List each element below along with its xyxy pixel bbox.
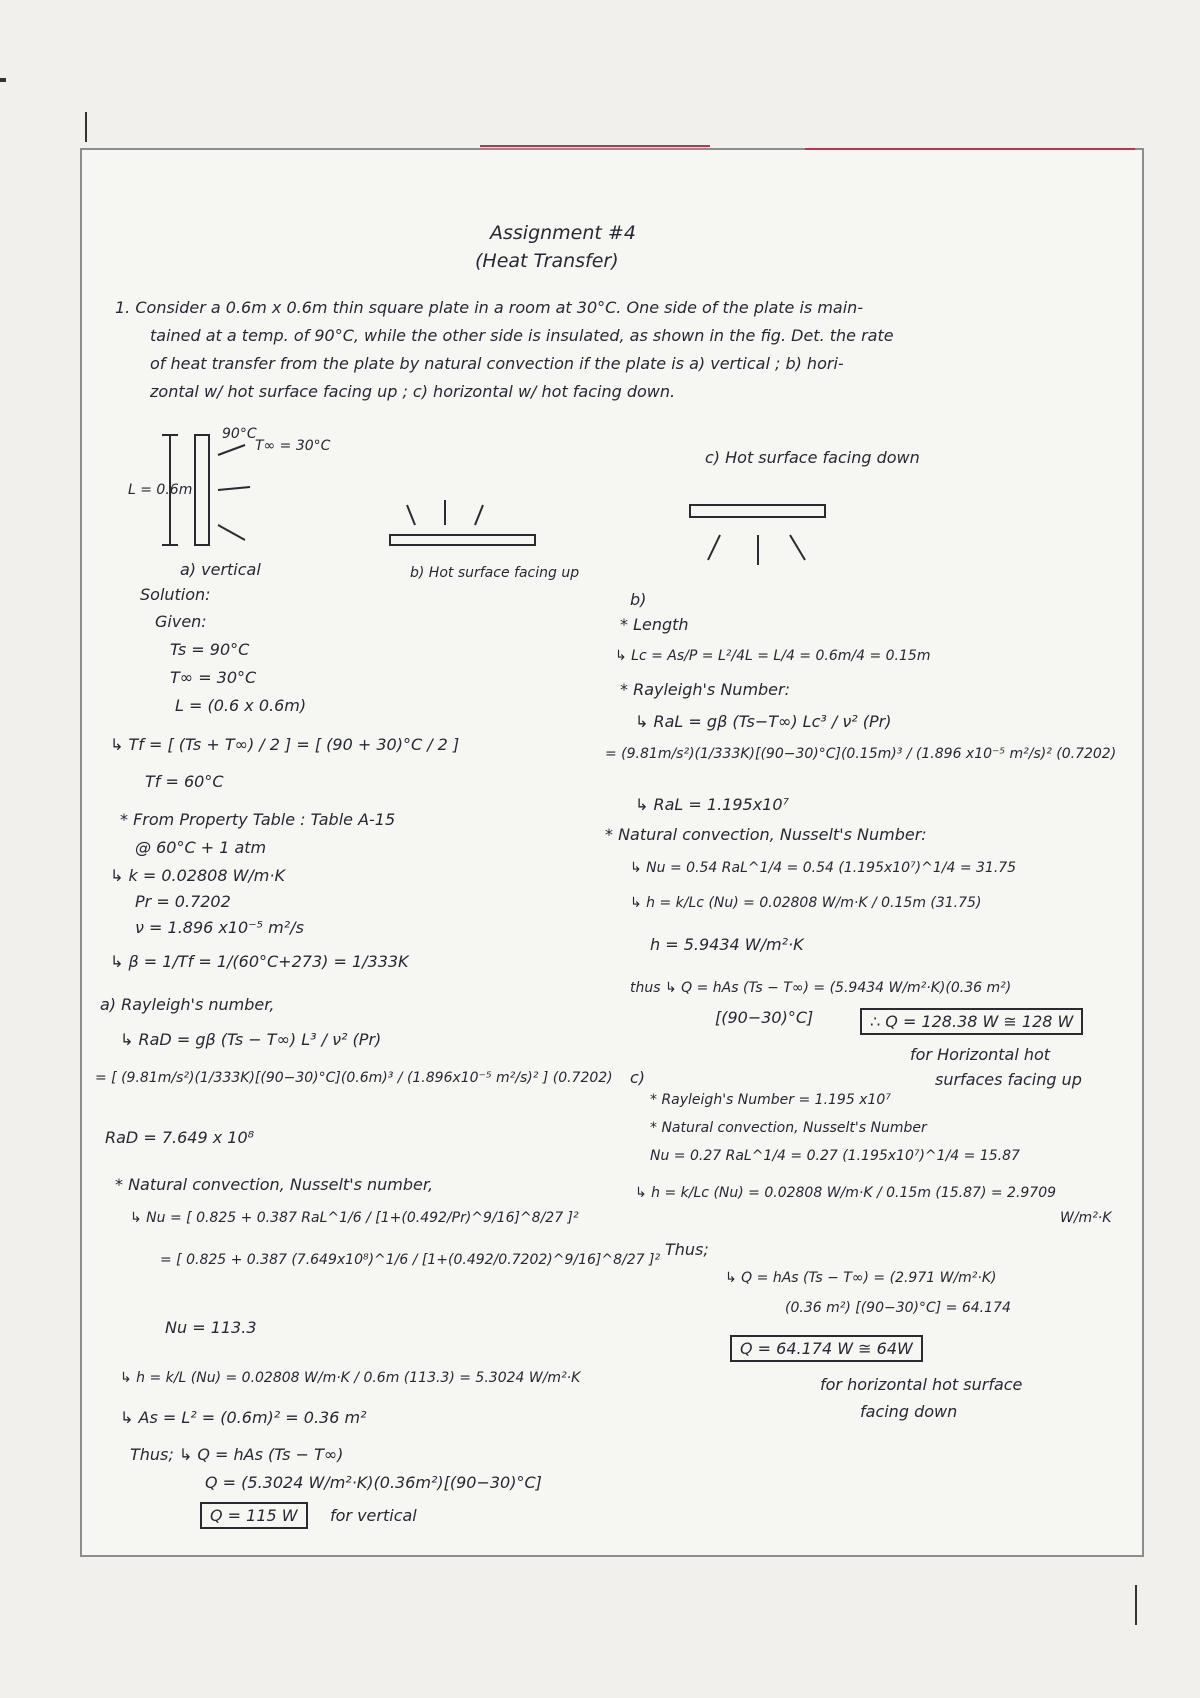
rayleigh-b-eq: ↳ RaL = gβ (Ts−T∞) Lc³ / ν² (Pr) [635,712,892,731]
margin-tick-2 [85,112,87,142]
given-length: L = (0.6 x 0.6m) [175,696,307,715]
q-c-note-2: facing down [860,1402,958,1421]
fig-b-caption: b) Hot surface facing up [410,565,580,581]
fig-c-caption: c) Hot surface facing down [705,448,920,467]
q-a-note: for vertical [330,1506,417,1525]
nusselt-c-heading: * Natural convection, Nusselt's Number [650,1120,927,1136]
nusselt-b-eq: ↳ Nu = 0.54 RaL^1/4 = 0.54 (1.195x10⁷)^1/4 = 31.75 [630,860,1017,876]
given-tinf: T∞ = 30°C [170,668,257,687]
part-a-heading: a) Rayleigh's number, [100,995,275,1014]
q-c-note-1: for horizontal hot surface [820,1375,1023,1394]
rayleigh-b-result: ↳ RaL = 1.195x10⁷ [635,795,789,814]
q-c-answer: Q = 64.174 W ≅ 64W [730,1335,923,1362]
given-heading: Given: [155,612,207,631]
rayleigh-a-eq: ↳ RaD = gβ (Ts − T∞) L³ / ν² (Pr) [120,1030,382,1049]
rayleigh-b-heading: * Rayleigh's Number: [620,680,790,699]
red-rule-left [480,145,710,147]
beta-eq: ↳ β = 1/Tf = 1/(60°C+273) = 1/333K [110,952,409,971]
q-b-note-2: surfaces facing up [935,1070,1082,1089]
q-b-answer: ∴ Q = 128.38 W ≅ 128 W [860,1008,1083,1035]
q-c-sub: (0.36 m²) [(90−30)°C] = 64.174 [785,1300,1011,1316]
problem-line-1: 1. Consider a 0.6m x 0.6m thin square plate in a room at 30°C. One side of the plate is main- [115,298,864,317]
rayleigh-c: * Rayleigh's Number = 1.195 x10⁷ [650,1092,891,1108]
rayleigh-a-sub: = [ (9.81m/s²)(1/333K)[(90−30)°C](0.6m)³ / (1.896x10⁻⁵ m²/s)² ] (0.7202) [95,1070,613,1086]
nusselt-a-sub: = [ 0.825 + 0.387 (7.649x10⁸)^1/6 / [1+(0.492/0.7202)^9/16]^8/27 ]² [160,1252,661,1268]
fig-a-surface-temp: 90°C [222,426,257,442]
property-table: * From Property Table : Table A-15 [120,810,396,829]
prop-pr: Pr = 0.7202 [135,892,231,911]
problem-line-2: tained at a temp. of 90°C, while the other side is insulated, as shown in the fig. Det. the rate [150,326,894,345]
h-b-result: h = 5.9434 W/m²·K [650,935,804,954]
h-b-eq: ↳ h = k/Lc (Nu) = 0.02808 W/m·K / 0.15m (31.75) [630,895,982,911]
assignment-subtitle: (Heat Transfer) [475,250,619,272]
q-a-answer: Q = 115 W [200,1502,308,1529]
nusselt-c-eq: Nu = 0.27 RaL^1/4 = 0.27 (1.195x10⁷)^1/4 = 15.87 [650,1148,1020,1164]
given-ts: Ts = 90°C [170,640,250,659]
rayleigh-b-sub: = (9.81m/s²)(1/333K)[(90−30)°C](0.15m)³ / (1.896 x10⁻⁵ m²/s)² (0.7202) [605,746,1117,762]
q-b-note-1: for Horizontal hot [910,1045,1051,1064]
margin-tick-1 [0,78,6,82]
figure-plate-b [390,535,540,555]
margin-tick-3 [1135,1585,1137,1625]
nusselt-a-eq: ↳ Nu = [ 0.825 + 0.387 RaL^1/6 / [1+(0.492/Pr)^9/16]^8/27 ]² [130,1210,579,1226]
h-a-eq: ↳ h = k/L (Nu) = 0.02808 W/m·K / 0.6m (113.3) = 5.3024 W/m²·K [120,1370,581,1386]
q-a-sub: Q = (5.3024 W/m²·K)(0.36m²)[(90−30)°C] [205,1473,542,1492]
q-a-eq: Thus; ↳ Q = hAs (Ts − T∞) [130,1445,344,1464]
nusselt-b-heading: * Natural convection, Nusselt's Number: [605,825,927,844]
h-c-eq: ↳ h = k/Lc (Nu) = 0.02808 W/m·K / 0.15m (15.87) = 2.9709 [635,1185,1057,1201]
part-b-heading: b) [630,590,647,609]
nusselt-a-result: Nu = 113.3 [165,1318,257,1337]
solution-heading: Solution: [140,585,211,604]
figure-plate-c [690,505,840,525]
prop-k: ↳ k = 0.02808 W/m·K [110,866,285,885]
rayleigh-a-result: RaD = 7.649 x 10⁸ [105,1128,255,1147]
part-c-heading: c) [630,1068,646,1087]
q-b-sub: [(90−30)°C] [715,1008,814,1027]
problem-line-4: zontal w/ hot surface facing up ; c) horizontal w/ hot facing down. [150,382,676,401]
fig-a-caption: a) vertical [180,560,261,579]
prop-nu-kinematic: ν = 1.896 x10⁻⁵ m²/s [135,918,304,937]
fig-a-length: L = 0.6m [128,482,193,498]
assignment-title: Assignment #4 [490,222,636,244]
property-condition: @ 60°C + 1 atm [135,838,267,857]
figure-hot-surface-down [690,530,840,580]
red-rule-right [805,148,1135,150]
fig-a-ambient-temp: T∞ = 30°C [255,438,331,454]
q-c-eq: ↳ Q = hAs (Ts − T∞) = (2.971 W/m²·K) [725,1270,997,1286]
film-temp-result: Tf = 60°C [145,772,224,791]
film-temp-eq: ↳ Tf = [ (Ts + T∞) / 2 ] = [ (90 + 30)°C / 2 ] [110,735,460,754]
area-eq: ↳ As = L² = (0.6m)² = 0.36 m² [120,1408,367,1427]
nusselt-a-heading: * Natural convection, Nusselt's number, [115,1175,434,1194]
thus-c: Thus; [665,1240,709,1259]
q-b-eq: thus ↳ Q = hAs (Ts − T∞) = (5.9434 W/m²·K)(0.36 m²) [630,980,1012,996]
length-heading: * Length [620,615,689,634]
h-c-unit: W/m²·K [1060,1210,1112,1226]
problem-line-3: of heat transfer from the plate by natural convection if the plate is a) vertical ; b) hori- [150,354,844,373]
length-eq: ↳ Lc = As/P = L²/4L = L/4 = 0.6m/4 = 0.15m [615,648,931,664]
